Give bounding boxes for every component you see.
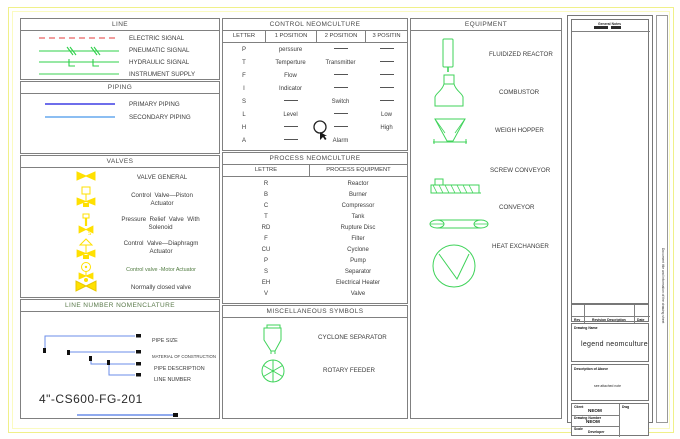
revision-col-head: Rev bbox=[574, 318, 581, 322]
process-cell-letter: F bbox=[264, 236, 268, 242]
drawing-title: legend neomculture bbox=[581, 341, 648, 348]
process-cell-equipment: Burner bbox=[348, 192, 367, 198]
process-cell-letter: V bbox=[263, 291, 268, 297]
callout-label: LINE NUMBER bbox=[154, 377, 191, 383]
control-cell-p1: Level bbox=[283, 112, 298, 118]
revision-col-head: Date bbox=[637, 318, 645, 322]
process-cell-letter: P bbox=[263, 258, 268, 264]
side-strip-text: Document title and information of the drawing sheet bbox=[661, 248, 665, 324]
control-cell-p1: Indicator bbox=[278, 86, 302, 92]
secondary-piping-symbol bbox=[45, 114, 119, 122]
weigh-hopper-icon bbox=[431, 117, 473, 151]
valve-row-label: Pressure Relief Valve With Solenoid bbox=[121, 216, 200, 231]
piping-section bbox=[20, 81, 220, 154]
heat-exchanger-icon bbox=[429, 243, 485, 293]
process-cell-equipment: Tank bbox=[351, 214, 365, 220]
line-number-section-header: LINE NUMBER NOMENCLATURE bbox=[21, 300, 219, 312]
process-cell-letter: T bbox=[264, 214, 268, 220]
control-cell-letter: T bbox=[242, 60, 246, 66]
process-cell-equipment: Separator bbox=[344, 269, 372, 275]
conveyor-icon bbox=[429, 215, 491, 233]
callout-label: PIPE SIZE bbox=[152, 338, 178, 344]
process-table-col-head: PROCESS EQUIPMENT bbox=[309, 164, 408, 177]
footer-label: Client bbox=[574, 405, 584, 409]
valve-piston-actuator-icon bbox=[75, 186, 99, 210]
control-cell-p1: Temperture bbox=[275, 60, 306, 66]
control-table-col-head: 2 POSITION bbox=[316, 30, 366, 43]
arrow-cursor bbox=[313, 120, 329, 140]
process-cell-letter: RD bbox=[261, 225, 271, 231]
process-cell-equipment: Cyclone bbox=[347, 247, 369, 253]
valve-row-label: Control Valve—Diaphragm Actuator bbox=[123, 240, 199, 255]
control-cell-p2: Switch bbox=[331, 99, 350, 105]
footer-value: NEOM bbox=[586, 419, 600, 424]
control-table-col-head: LETTER bbox=[222, 30, 266, 43]
valve-row-label: Control valve -Motor Actuator bbox=[126, 267, 196, 273]
valve-diaphragm-actuator-icon bbox=[75, 238, 99, 262]
control-cell-p2 bbox=[316, 71, 365, 81]
process-cell-equipment: Rupture Disc bbox=[340, 225, 376, 231]
control-cell-p1 bbox=[265, 136, 316, 146]
valve-row-label: VALVE GENERAL bbox=[136, 174, 188, 181]
misc-row-label: ROTARY FEEDER bbox=[323, 367, 375, 374]
control-table-divider bbox=[265, 30, 266, 43]
control-cell-letter: I bbox=[243, 86, 245, 92]
description-box bbox=[571, 364, 649, 401]
control-cell-p3 bbox=[365, 84, 408, 94]
control-cell-p2 bbox=[316, 110, 365, 120]
control-cell-p3 bbox=[365, 97, 408, 107]
control-cell-p1: perssure bbox=[278, 47, 303, 53]
control-cell-letter: H bbox=[241, 125, 247, 131]
valves-section bbox=[20, 155, 220, 298]
process-table-divider bbox=[309, 164, 310, 177]
equipment-row-label: FLUIDIZED REACTOR bbox=[489, 51, 553, 58]
control-cell-p1 bbox=[265, 123, 316, 133]
hydraulic-signal-symbol bbox=[39, 58, 121, 68]
valve-row-label: Normally closed valve bbox=[130, 284, 192, 291]
callout-label: PIPE DESCRIPTION bbox=[154, 366, 205, 372]
line-row-label: HYDRAULIC SIGNAL bbox=[129, 59, 190, 66]
control-cell-p3 bbox=[365, 45, 408, 55]
notes-redaction-bar bbox=[611, 26, 621, 29]
equipment-section-header: EQUIPMENT bbox=[411, 19, 561, 31]
control-table-header: CONTROL NEOMCULTURE bbox=[223, 19, 407, 31]
process-nomenclature-table bbox=[222, 152, 408, 304]
primary-piping-symbol bbox=[45, 101, 119, 109]
process-cell-letter: EH bbox=[261, 280, 271, 286]
footer-label: Drawing Number bbox=[574, 416, 602, 420]
rotary-feeder-icon bbox=[259, 358, 289, 386]
process-cell-equipment: Pump bbox=[350, 258, 366, 264]
line-number-leader-lines bbox=[35, 332, 165, 394]
process-table-col-head: LETTRE bbox=[222, 164, 310, 177]
drawing-name-box bbox=[571, 323, 649, 362]
svg-text:S: S bbox=[88, 231, 92, 237]
control-cell-p2 bbox=[316, 45, 365, 55]
description-value: see attached note bbox=[594, 384, 621, 388]
process-cell-letter: CU bbox=[261, 247, 271, 253]
line-row-label: INSTRUMENT SUPPLY bbox=[129, 71, 196, 78]
piping-section-header: PIPING bbox=[21, 82, 219, 94]
title-block-notes-label: General Notes bbox=[598, 22, 621, 26]
process-cell-equipment: Electrical Heater bbox=[335, 280, 380, 286]
title-block-side-strip bbox=[656, 15, 668, 423]
electric-signal-symbol bbox=[39, 34, 121, 42]
line-section-header: LINE bbox=[21, 19, 219, 31]
process-cell-letter: B bbox=[263, 192, 268, 198]
drawing-name-label: Drawing Name bbox=[574, 326, 598, 330]
control-cell-letter: F bbox=[242, 73, 246, 79]
revision-divider bbox=[634, 305, 635, 323]
process-cell-equipment: Reactor bbox=[347, 181, 369, 187]
valve-relief-solenoid-icon bbox=[75, 214, 99, 238]
process-cell-letter: C bbox=[263, 203, 269, 209]
process-table-header: PROCESS NEOMCULTURE bbox=[223, 153, 407, 165]
revision-divider bbox=[572, 316, 650, 317]
line-row-label: ELECTRIC SIGNAL bbox=[129, 35, 185, 42]
fluidized-reactor-icon bbox=[435, 37, 461, 75]
process-cell-letter: S bbox=[263, 269, 268, 275]
cyclone-separator-icon bbox=[259, 324, 289, 356]
control-cell-p1: Flow bbox=[284, 73, 297, 79]
equipment-row-label: HEAT EXCHANGER bbox=[492, 243, 549, 250]
notes-redaction-bar bbox=[594, 26, 608, 29]
title-block bbox=[567, 15, 653, 434]
control-table-col-head: 1 POSITION bbox=[265, 30, 317, 43]
equipment-row-label: COMBUSTOR bbox=[499, 89, 540, 96]
piping-row-label: SECONDARY PIPING bbox=[129, 114, 191, 121]
process-cell-letter: R bbox=[263, 181, 269, 187]
revision-strip bbox=[571, 304, 649, 322]
valve-bowtie-icon bbox=[75, 170, 99, 182]
combustor-icon bbox=[431, 75, 471, 113]
equipment-section bbox=[410, 18, 562, 419]
misc-row-label: CYCLONE SEPARATOR bbox=[318, 334, 387, 341]
line-section bbox=[20, 18, 220, 80]
title-block-notes-area bbox=[571, 19, 649, 304]
notes-divider bbox=[572, 31, 650, 32]
title-block-footer bbox=[571, 403, 649, 436]
control-cell-p1 bbox=[265, 97, 316, 107]
line-number-example: 4"-CS600-FG-201 bbox=[39, 392, 143, 406]
footer-label: Dwg bbox=[622, 405, 630, 409]
control-cell-p3 bbox=[365, 58, 408, 68]
control-cell-letter: A bbox=[241, 138, 246, 144]
pneumatic-signal-symbol bbox=[39, 46, 121, 56]
callout-label: MATERIAL OF CONSTRUCTION bbox=[152, 354, 216, 359]
control-cell-letter: L bbox=[242, 112, 246, 118]
control-table-divider bbox=[365, 30, 366, 43]
equipment-row-label: SCREW CONVEYOR bbox=[490, 167, 551, 174]
control-cell-p3: High bbox=[380, 125, 393, 131]
control-cell-letter: S bbox=[241, 99, 246, 105]
instrument-supply-symbol bbox=[39, 70, 121, 78]
misc-symbols-section bbox=[222, 305, 408, 419]
valve-row-label: Control Valve—Piston Actuator bbox=[131, 192, 193, 207]
control-cell-p3 bbox=[365, 71, 408, 81]
control-cell-p2: Transmitter bbox=[325, 60, 356, 66]
line-number-underline-arrow bbox=[77, 413, 187, 419]
screw-conveyor-icon bbox=[429, 177, 489, 199]
equipment-row-label: WEIGH HOPPER bbox=[495, 127, 544, 134]
line-row-label: PNEUMATIC SIGNAL bbox=[129, 47, 190, 54]
description-label: Description of Above bbox=[574, 367, 608, 371]
control-table-divider bbox=[316, 30, 317, 43]
control-cell-p3: Low bbox=[380, 112, 392, 118]
control-cell-letter: P bbox=[241, 47, 246, 53]
process-cell-equipment: Filter bbox=[351, 236, 365, 242]
process-cell-equipment: Compressor bbox=[341, 203, 375, 209]
footer-divider bbox=[619, 404, 620, 437]
revision-col-head: Revision Description bbox=[592, 318, 626, 322]
valve-normally-closed-icon bbox=[75, 280, 99, 292]
control-cell-p2 bbox=[316, 84, 365, 94]
process-cell-equipment: Valve bbox=[350, 291, 366, 297]
line-number-section bbox=[20, 299, 220, 419]
equipment-row-label: CONVEYOR bbox=[499, 204, 535, 211]
footer-value: Developer bbox=[588, 430, 605, 434]
valves-section-header: VALVES bbox=[21, 156, 219, 168]
revision-divider bbox=[584, 305, 585, 323]
control-table-col-head: 3 POSITIN bbox=[365, 30, 408, 43]
footer-value: NEOM bbox=[588, 408, 602, 413]
control-cell-p2: Alarm bbox=[332, 138, 349, 144]
footer-label: Scale bbox=[574, 427, 583, 431]
misc-section-header: MISCELLANEOUS SYMBOLS bbox=[223, 306, 407, 318]
piping-row-label: PRIMARY PIPING bbox=[129, 101, 180, 108]
